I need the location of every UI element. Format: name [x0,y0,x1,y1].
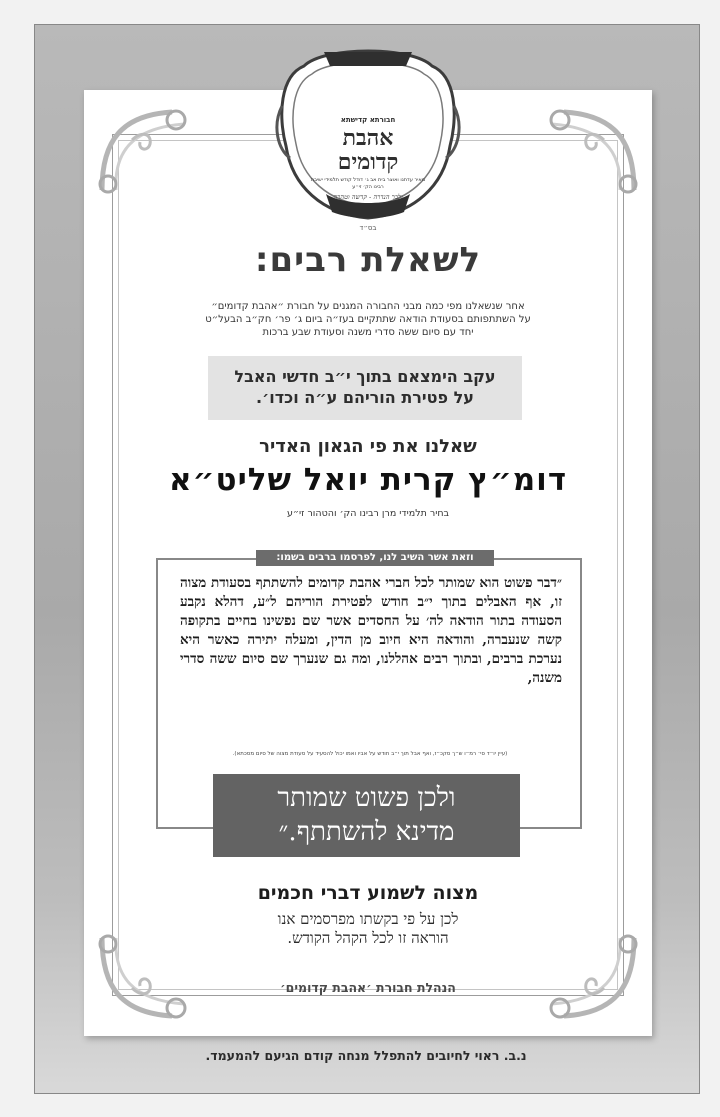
asked-line: שאלנו את פי הגאון האדיר [259,436,477,457]
answer-footnote: (עיין יו״ד סי׳ רמ״ו ש״ך סקכ״ז, ואף אבל תוך י״ב חודש על אביו ואמו יכול להסעיד על סעודת מצוה של סיום מסכתא). [232,751,508,757]
signature: הנהלת חבורת ׳אהבת קדומים׳ [280,980,456,995]
publish-line: לכן על פי בקשתו מפרסמים אנו [277,910,459,928]
emblem-motto: ולבך הנדרה - קדשה וטהרה [333,193,403,201]
conclusion-box [213,774,520,857]
conclusion-line: מדינא להשתתף.״ [278,817,455,847]
poster [84,90,652,1036]
emblem-name-line2: קדומים [337,149,399,175]
emblem-top-line: הנהלת העדה החרדית [339,99,397,106]
intro-line: אחר שנשאלנו מפי כמה מבני החבורה המגנים על חבורת ״אהבת קדומים״ [211,301,525,312]
page-heading: לשאלת רבים: [254,240,482,280]
emblem-name-line1: אהבת [342,125,394,151]
rabbi-title: דומ״ץ קרית יואל שליט״א [168,462,568,498]
answer-text: ״דבר פשוט הוא שמותר לכל חברי אהבת קדומים להשתתף בסעודת מצוה זו, אף האבלים בתוך י״ב חודש לפטירת הוריהם ל״ע, דהלא נקבע הסעודה בתור הודאה לה׳ על החסדים אשר שם נפשינו בחיים בתקופה קשה שנעברה, והודאה היא חיוב מן הדין, ומעלה יתירה כאשר היא נערכת ברבים, ובתוך רבים אהללנו, ומה גם שנערך שם סיום ששה סדרי משנה, [180,575,562,686]
intro-paragraph [124,300,612,339]
bsd-mark: בס״ד [359,224,377,232]
rabbi-subtitle: בחיר תלמידי מרן רבינו הק׳ והטהור זי״ע [286,508,450,519]
publish-line: הוראה זו לכל הקהל הקודש. [287,929,449,947]
corner-ornament-top-left [92,100,202,200]
society-emblem-logo [274,46,462,226]
intro-line: על השתתפותם בסעודת הודאה שתתקיים בעז״ה ביום ג׳ פר׳ חק״ב הבעל״ט [205,314,531,325]
corner-ornament-top-right [534,100,644,200]
publish-paragraph [84,910,652,948]
bottom-note: נ.ב. ראוי לחיובים להתפלל מנחה קודם הגיעם להמעמד. [205,1048,527,1063]
conclusion-line: ולכן פשוט שמותר [277,783,456,813]
emblem-description: מאיר עדתנו ואוצר בית אב ג׳ דודל קודש תלמידי ישיבת רבינו הק׳ זי״ע [310,177,426,190]
intro-line: יחד עם סיום ששה סדרי משנה וסעודת שבע ברכות [262,327,474,338]
mourning-note-line: עקב הימצאם בתוך י״ב חדשי האבל [234,367,496,386]
emblem-society-prefix: חבורתא קדישתא [340,116,396,124]
answer-tab-label: וזאת אשר השיב לנו, לפרסמו ברבים בשמו: [256,550,494,566]
mourning-note-box [208,356,522,420]
mitzvah-line: מצוה לשמוע דברי חכמים [257,882,479,904]
mourning-note-line: על פטירת הוריהם ע״ה וכדו׳. [256,388,474,407]
